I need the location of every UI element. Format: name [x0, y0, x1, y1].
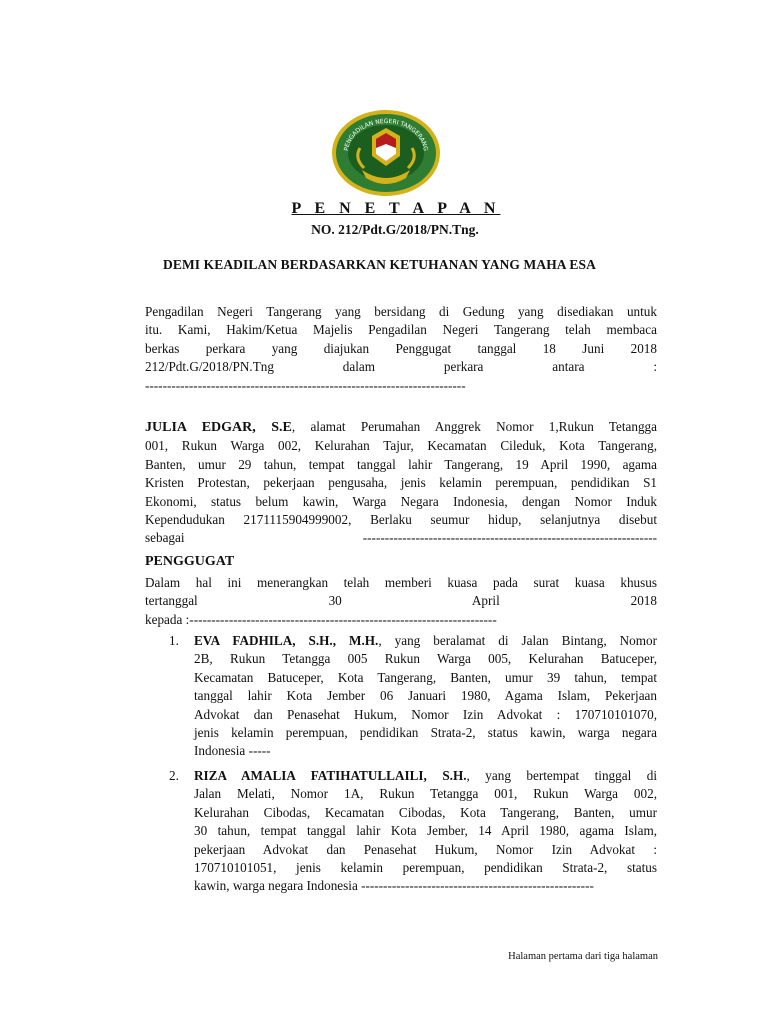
emblem-text: PENGADILAN NEGERI TANGERANG: [343, 117, 429, 152]
party-text: , alamat Perumahan Anggrek Nomor 1,Rukun Tetangga: [291, 419, 657, 434]
intro-line: Pengadilan Negeri Tangerang yang bersidang di Gedung yang disediakan untuk: [145, 304, 657, 319]
party-line: Ekonomi, status belum kawin, Warga Negara Indonesia, dengan Nomor Induk: [145, 493, 657, 509]
document-title: P E N E T A P A N: [291, 200, 501, 217]
kuasa-paragraph: [145, 574, 657, 629]
kuasa-line: tertanggal 30 April 2018: [145, 593, 657, 609]
attorney-line: Kecamatan Batuceper, Kota Tangerang, Banten, umur 39 tahun, tempat: [194, 669, 657, 685]
intro-line: itu. Kami, Hakim/Ketua Majelis Pengadilan Negeri Tangerang telah membaca: [145, 322, 657, 338]
intro-line: berkas perkara yang diajukan Penggugat tanggal 18 Juni 2018: [145, 340, 657, 356]
party-line: 001, Rukun Warga 002, Kelurahan Tajur, Kecamatan Cileduk, Kota Tangerang,: [145, 438, 657, 454]
attorney-text: , yang beralamat di Jalan Bintang, Nomor: [378, 633, 658, 648]
attorney-entry: [163, 767, 657, 896]
attorney-line: Jalan Melati, Nomor 1A, Rukun Tetangga 001, Rukun Warga 002,: [194, 786, 657, 802]
party-line: Kristen Protestan, pekerjaan pengusaha, jenis kelamin perempuan, pendidikan S1: [145, 475, 657, 491]
kuasa-line: kepada :----------------------------------------------------------------------: [145, 611, 497, 627]
intro-line: 212/Pdt.G/2018/PN.Tng dalam perkara antara :: [145, 359, 657, 375]
attorney-list-item: [163, 767, 657, 896]
party-name: JULIA EDGAR, S.E: [145, 420, 292, 435]
court-emblem-logo: [330, 108, 442, 198]
attorney-name: RIZA AMALIA FATIHATULLAILI, S.H.: [194, 768, 467, 783]
attorney-line: Indonesia -----: [194, 743, 271, 759]
penggugat-label: PENGGUGAT: [145, 554, 235, 569]
party-line: Kependudukan 2171115904999002, Berlaku seumur hidup, selanjutnya disebut: [145, 512, 657, 528]
party-line: [145, 529, 657, 547]
attorney-list-item: [163, 632, 657, 761]
attorney-line: 30 tahun, tempat tanggal lahir Kota Jember, 14 April 1980, agama Islam,: [194, 823, 657, 839]
attorney-text: , yang bertempat tinggal di: [466, 768, 657, 783]
attorney-entry: [163, 632, 657, 761]
attorney-line: kawin, warga negara Indonesia -----------------------------------------------------: [194, 878, 594, 894]
sebagai-dash: -------------------------------------------------------------------: [362, 530, 657, 546]
sebagai-label: sebagai: [145, 530, 185, 546]
attorney-line: tanggal lahir Kota Jember 06 Januari 1980, Agama Islam, Pekerjaan: [194, 688, 657, 704]
attorney-name: EVA FADHILA, S.H., M.H.: [194, 633, 379, 648]
attorney-line: pekerjaan Advokat dan Penasehat Hukum, Nomor Izin Advokat :: [194, 841, 657, 857]
attorney-number: 1.: [169, 633, 179, 648]
irah-irah-heading: DEMI KEADILAN BERDASARKAN KETUHANAN YANG MAHA ESA: [163, 257, 596, 272]
attorney-line: Advokat dan Penasehat Hukum, Nomor Izin Advokat : 170710101070,: [194, 706, 657, 722]
attorney-line: 170710101051, jenis kelamin perempuan, pendidikan Strata-2, status: [194, 860, 657, 876]
attorney-line: [194, 767, 657, 785]
party-line: Banten, umur 29 tahun, tempat tanggal lahir Tangerang, 19 April 1990, agama: [145, 456, 657, 472]
kuasa-line: Dalam hal ini menerangkan telah memberi kuasa pada surat kuasa khusus: [145, 575, 657, 590]
attorney-line: jenis kelamin perempuan, pendidikan Strata-2, status kawin, warga negara: [194, 725, 657, 741]
attorney-number: 2.: [169, 768, 179, 783]
party-paragraph: [145, 418, 657, 548]
intro-dash-line: -------------------------------------------------------------------------: [145, 377, 466, 393]
attorney-line: [194, 632, 657, 650]
case-number: NO. 212/Pdt.G/2018/PN.Tng.: [311, 222, 479, 237]
attorney-line: 2B, Rukun Tetangga 005 Rukun Warga 005, Kelurahan Batuceper,: [194, 651, 657, 667]
party-line: [145, 418, 657, 437]
attorney-line: Kelurahan Cibodas, Kecamatan Cibodas, Kota Tangerang, Banten, umur: [194, 804, 657, 820]
intro-paragraph: [145, 303, 657, 395]
page-footer: Halaman pertama dari tiga halaman: [508, 951, 658, 962]
